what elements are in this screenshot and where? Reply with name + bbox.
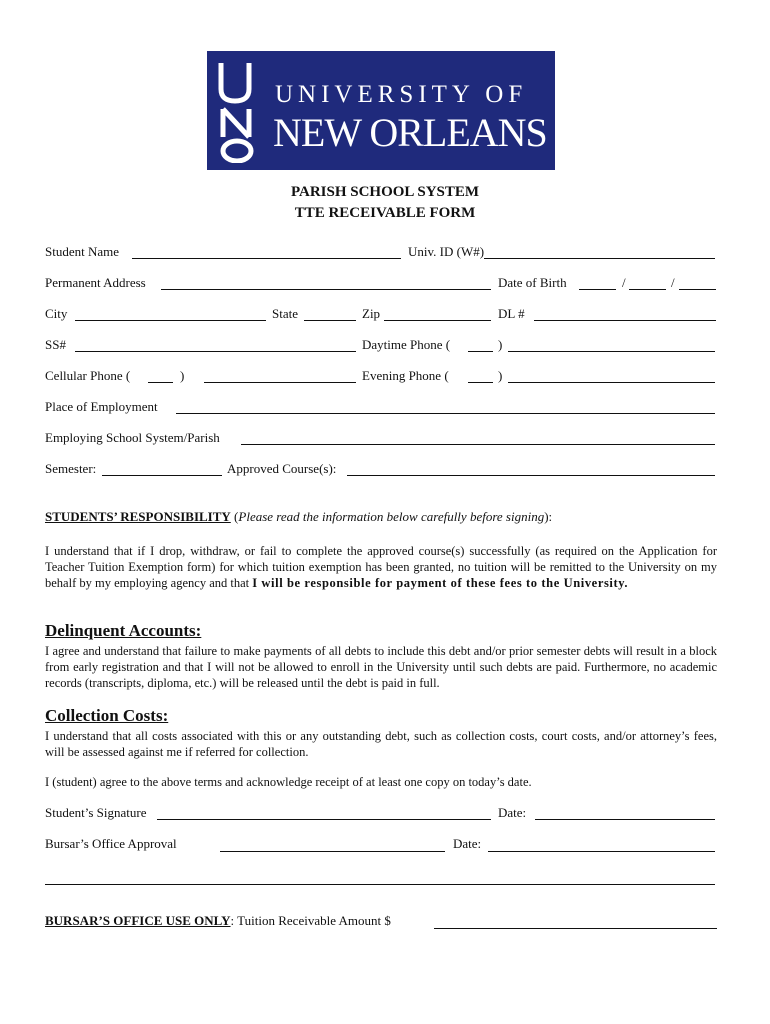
daytime-area-code-field[interactable] — [468, 351, 493, 352]
employing-school-label: Employing School System/Parish — [45, 430, 220, 445]
cellular-phone-field[interactable] — [204, 382, 356, 383]
approved-courses-field[interactable] — [347, 475, 715, 476]
student-date-label: Date: — [498, 805, 527, 820]
university-logo — [207, 51, 555, 170]
responsibility-note: Please read the information below carefully before signing — [238, 509, 545, 524]
ss-field[interactable] — [75, 351, 356, 352]
divider — [45, 884, 715, 885]
collection-paragraph: I understand that all costs associated with this or any outstanding debt, such as collection costs, court costs, and/or attorney’s fees, will be assessed against me if referred for collection. — [45, 729, 717, 759]
dob-year-field[interactable] — [679, 289, 716, 290]
evening-phone-field[interactable] — [508, 382, 715, 383]
approved-courses-label: Approved Course(s): — [227, 461, 337, 476]
univ-id-label: Univ. ID (W#) — [408, 244, 485, 259]
delinquent-heading: Delinquent Accounts: — [45, 621, 202, 640]
logo-line-1: UNIVERSITY OF — [275, 81, 528, 108]
daytime-phone-label: Daytime Phone ( — [362, 337, 451, 352]
bursar-use-label: BURSAR’S OFFICE USE ONLY — [45, 913, 231, 928]
cellular-area-code-field[interactable] — [148, 382, 173, 383]
responsibility-paragraph — [45, 543, 717, 591]
dl-label: DL # — [498, 306, 525, 321]
student-signature-field[interactable] — [157, 819, 491, 820]
semester-field[interactable] — [102, 475, 222, 476]
agreement-text: I (student) agree to the above terms and acknowledge receipt of at least one copy on today’s date. — [45, 775, 532, 789]
permanent-address-label: Permanent Address — [45, 275, 146, 290]
tuition-amount-label: : Tuition Receivable Amount $ — [230, 913, 391, 928]
dob-separator: / — [671, 275, 675, 290]
dob-month-field[interactable] — [579, 289, 616, 290]
dob-separator: / — [622, 275, 626, 290]
responsibility-close: ): — [544, 509, 553, 524]
evening-area-code-field[interactable] — [468, 382, 493, 383]
place-of-employment-label: Place of Employment — [45, 399, 158, 414]
tuition-amount-field[interactable] — [434, 928, 717, 929]
bursar-approval-label: Bursar’s Office Approval — [45, 836, 177, 851]
form-title-1: PARISH SCHOOL SYSTEM — [290, 184, 480, 200]
responsibility-bold-text: I will be responsible for payment of these fees to the University. — [252, 576, 629, 590]
bursar-approval-field[interactable] — [220, 851, 445, 852]
student-date-field[interactable] — [535, 819, 715, 820]
responsibility-open: ( — [230, 509, 239, 524]
evening-phone-label: Evening Phone ( — [362, 368, 449, 383]
permanent-address-field[interactable] — [161, 289, 491, 290]
city-field[interactable] — [75, 320, 266, 321]
dob-day-field[interactable] — [629, 289, 666, 290]
responsibility-heading-line — [45, 509, 552, 525]
form-title-2: TTE RECEIVABLE FORM — [294, 205, 476, 221]
daytime-paren-close: ) — [498, 337, 503, 352]
responsibility-heading: STUDENTS’ RESPONSIBILITY — [45, 509, 231, 524]
student-name-field[interactable] — [132, 258, 401, 259]
delinquent-paragraph: I agree and understand that failure to make payments of all debts to include this debt and/or prior semester debts will result in a block from early registration and that I will not be allowed to enroll in the University until such debts are paid. Furthermore, no academic records (transcripts, diploma, etc.) will be released until the debt is paid in full. — [45, 644, 717, 690]
zip-label: Zip — [362, 306, 381, 321]
bursar-use-line — [45, 913, 391, 929]
evening-paren-close: ) — [498, 368, 503, 383]
date-of-birth-label: Date of Birth — [498, 275, 567, 290]
ss-label: SS# — [45, 337, 66, 352]
logo-line-2: NEW ORLEANS — [273, 110, 547, 155]
uno-monogram-icon — [213, 59, 263, 163]
student-name-label: Student Name — [45, 244, 120, 259]
student-signature-label: Student’s Signature — [45, 805, 147, 820]
place-of-employment-field[interactable] — [176, 413, 715, 414]
dl-field[interactable] — [534, 320, 716, 321]
state-field[interactable] — [304, 320, 356, 321]
bursar-date-label: Date: — [453, 836, 482, 851]
cellular-phone-label: Cellular Phone ( — [45, 368, 131, 383]
univ-id-field[interactable] — [484, 258, 715, 259]
zip-field[interactable] — [384, 320, 491, 321]
cellular-paren-close: ) — [180, 368, 185, 383]
responsibility-text: I understand that if I drop, withdraw, or fail to complete the approved course(s) successfully (as required on the Application for Teacher Tuition Exemption form) for which tuition exemption has been granted, no tuition will be remitted to the University on my behalf by my employing agency and that — [45, 544, 717, 590]
bursar-date-field[interactable] — [488, 851, 715, 852]
employing-school-field[interactable] — [241, 444, 715, 445]
state-label: State — [272, 306, 298, 321]
daytime-phone-field[interactable] — [508, 351, 715, 352]
semester-label: Semester: — [45, 461, 97, 476]
city-label: City — [45, 306, 68, 321]
collection-heading: Collection Costs: — [45, 706, 169, 725]
